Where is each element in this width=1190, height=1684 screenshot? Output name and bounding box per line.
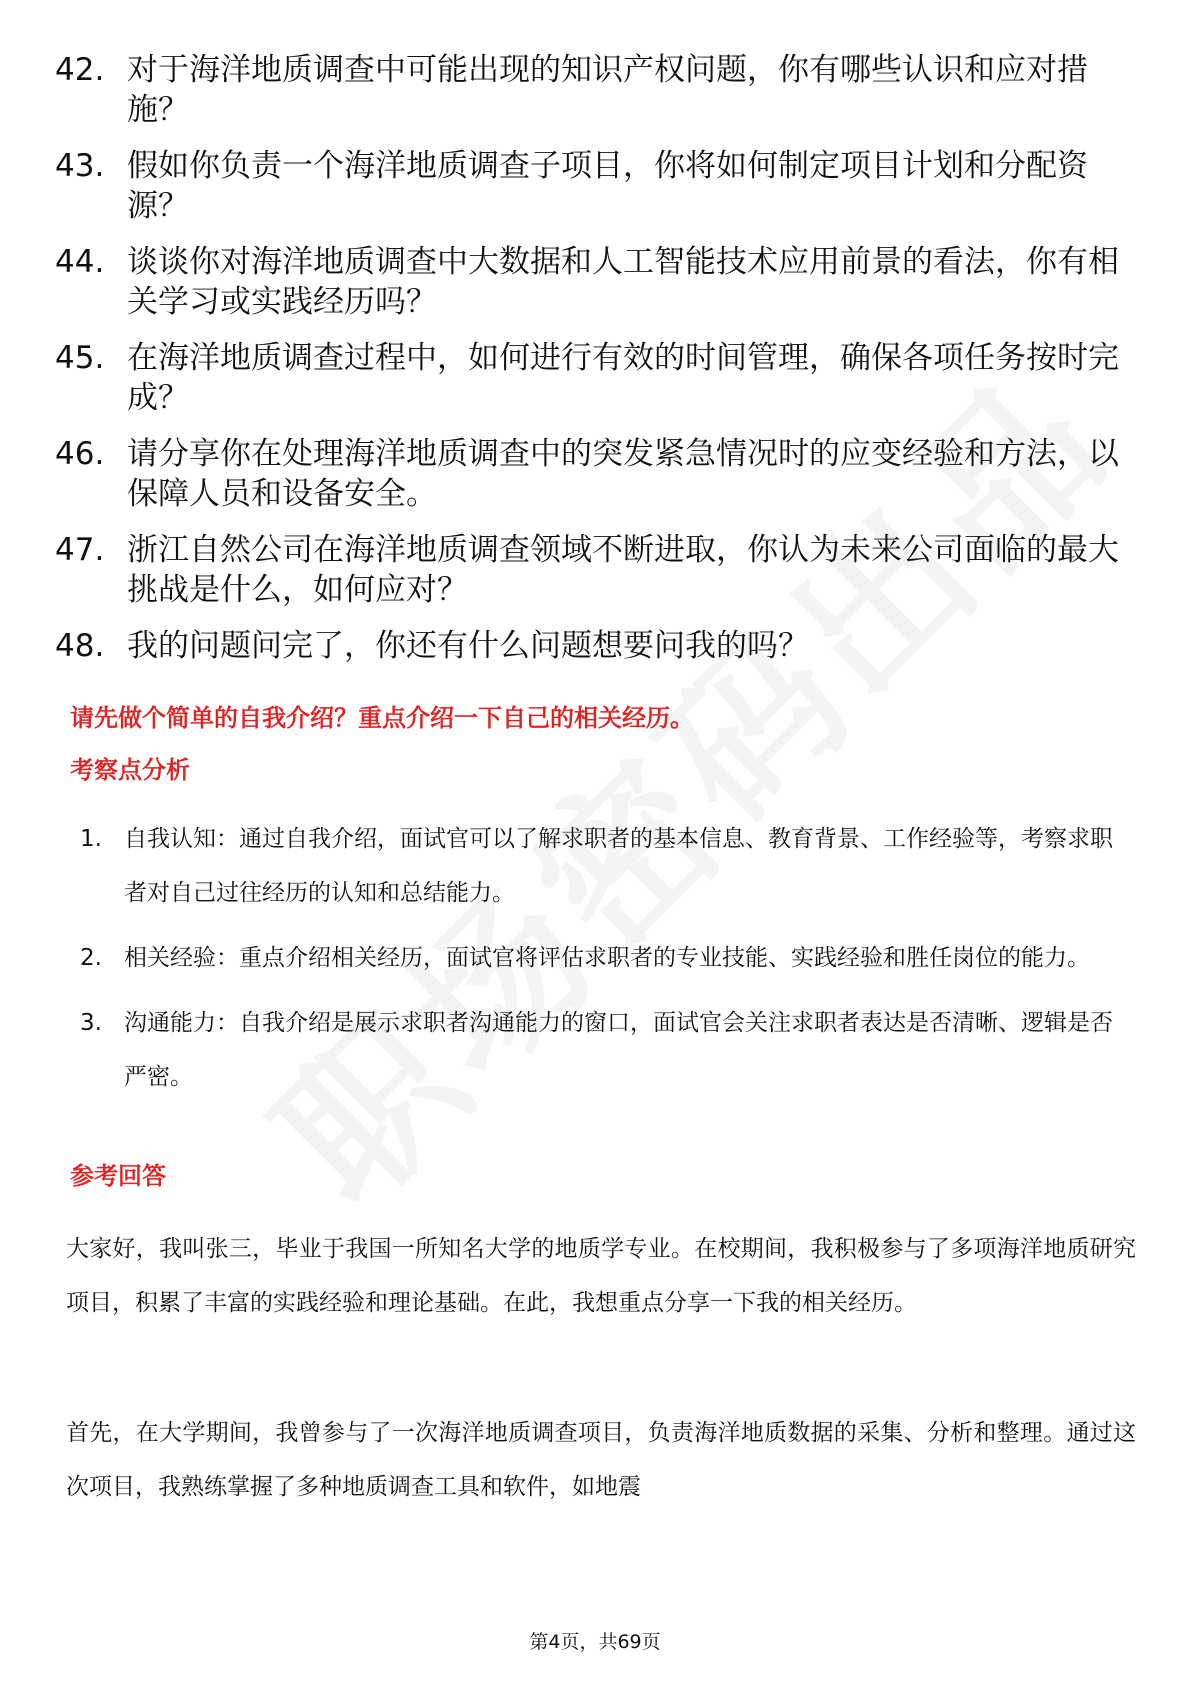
- analysis-number: 2.: [80, 945, 102, 971]
- question-text: 在海洋地质调查过程中，如何进行有效的时间管理，确保各项任务按时完成？: [127, 340, 1119, 416]
- question-text: 请分享你在处理海洋地质调查中的突发紧急情况时的应变经验和方法，以保障人员和设备安全。: [127, 436, 1119, 512]
- analysis-text: 相关经验：重点介绍相关经历，面试官将评估求职者的专业技能、实践经验和胜任岗位的能力。: [124, 945, 1090, 971]
- question-text: 对于海洋地质调查中可能出现的知识产权问题，你有哪些认识和应对措施？: [127, 52, 1088, 128]
- question-text: 浙江自然公司在海洋地质调查领域不断进取，你认为未来公司面临的最大挑战是什么，如何应对？: [127, 532, 1119, 608]
- interview-question-heading: 请先做个简单的自我介绍？重点介绍一下自己的相关经历。: [70, 704, 694, 732]
- analysis-heading: 考察点分析: [70, 756, 190, 784]
- question-item: [55, 242, 1130, 322]
- answer-paragraph: 大家好，我叫张三，毕业于我国一所知名大学的地质学专业。在校期间，我积极参与了多项海洋地质研究项目，积累了丰富的实践经验和理论基础。在此，我想重点分享一下我的相关经历。: [66, 1236, 1136, 1316]
- question-item: [55, 146, 1130, 226]
- question-number: 44.: [55, 244, 105, 280]
- question-text: 我的问题问完了，你还有什么问题想要问我的吗？: [127, 628, 809, 664]
- page-footer: 第4页，共69页: [529, 1631, 661, 1653]
- question-text: 谈谈你对海洋地质调查中大数据和人工智能技术应用前景的看法，你有相关学习或实践经历吗？: [127, 244, 1119, 320]
- analysis-text: 沟通能力：自我介绍是展示求职者沟通能力的窗口，面试官会关注求职者表达是否清晰、逻辑是否严密。: [124, 1010, 1113, 1090]
- question-item: [55, 530, 1130, 610]
- answer-heading: 参考回答: [70, 1162, 166, 1190]
- question-number: 47.: [55, 532, 105, 568]
- analysis-list: [80, 812, 1130, 1115]
- question-number: 42.: [55, 52, 105, 88]
- analysis-number: 3.: [80, 1010, 102, 1036]
- analysis-item: [80, 931, 1130, 985]
- question-item: [55, 434, 1130, 514]
- analysis-item: [80, 996, 1130, 1104]
- analysis-text: 自我认知：通过自我介绍，面试官可以了解求职者的基本信息、教育背景、工作经验等，考察求职者对自己过往经历的认知和总结能力。: [124, 826, 1113, 906]
- answer-paragraph: 首先，在大学期间，我曾参与了一次海洋地质调查项目，负责海洋地质数据的采集、分析和整理。通过这次项目，我熟练掌握了多种地质调查工具和软件，如地震: [66, 1420, 1136, 1500]
- question-text: 假如你负责一个海洋地质调查子项目，你将如何制定项目计划和分配资源？: [127, 148, 1088, 224]
- analysis-number: 1.: [80, 826, 102, 852]
- question-item: [55, 50, 1130, 130]
- analysis-item: [80, 812, 1130, 920]
- question-number: 46.: [55, 436, 105, 472]
- question-item: [55, 626, 1130, 666]
- question-number: 45.: [55, 340, 105, 376]
- question-item: [55, 338, 1130, 418]
- question-number: 48.: [55, 628, 105, 664]
- question-number: 43.: [55, 148, 105, 184]
- question-list: [55, 50, 1130, 682]
